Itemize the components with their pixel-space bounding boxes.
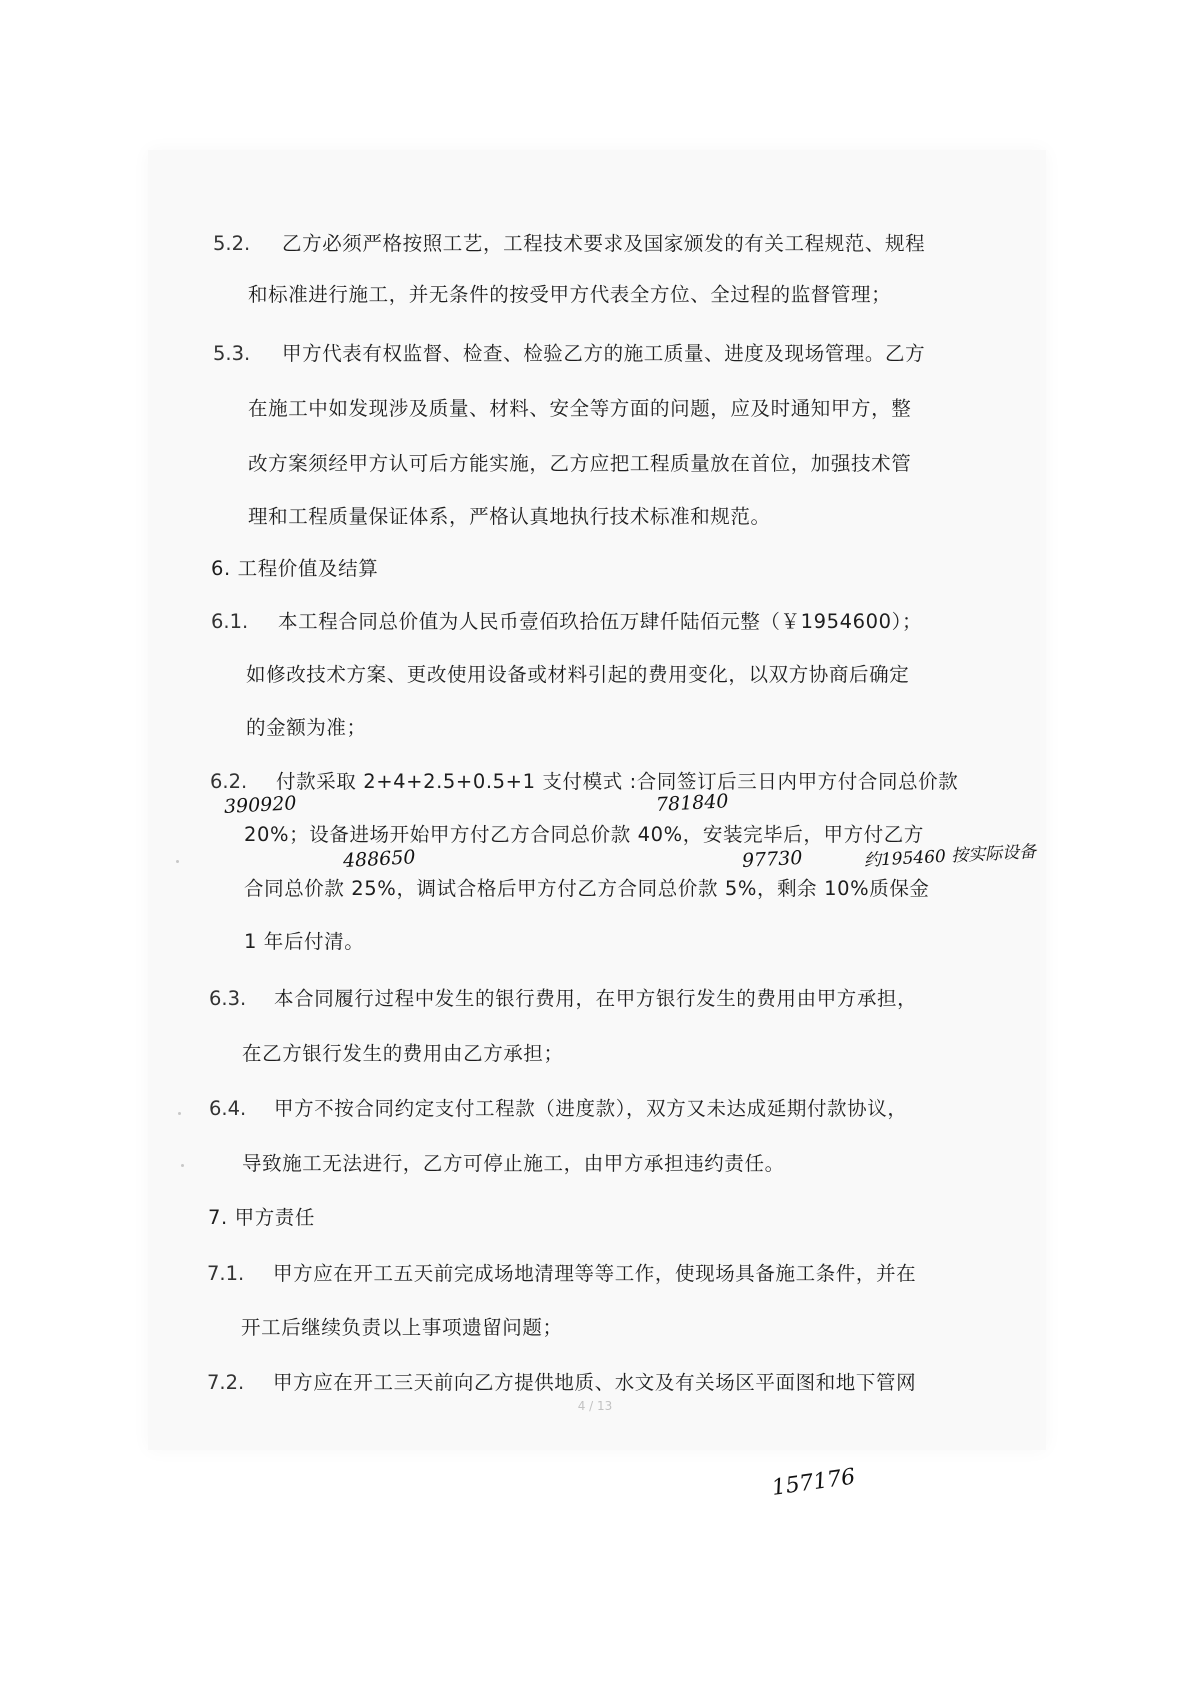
clause-6-2-line-2: 20%；设备进场开始甲方付乙方合同总价款 40%，安装完毕后，甲方付乙方	[244, 823, 924, 846]
clause-6-1-line-2: 如修改技术方案、更改使用设备或材料引起的费用变化，以双方协商后确定	[246, 663, 910, 686]
clause-6-4-line-2: 导致施工无法进行，乙方可停止施工，由甲方承担违约责任。	[242, 1152, 785, 1175]
handwritten-amount-1: 390920	[223, 792, 298, 818]
clause-6-2-line-1: 付款采取 2+4+2.5+0.5+1 支付模式 :合同签订后三日内甲方付合同总价款	[276, 770, 959, 793]
handwritten-amount-2: 781840	[655, 790, 730, 816]
clause-number-7-1: 7.1.	[207, 1262, 245, 1285]
section-7-heading: 7. 甲方责任	[208, 1206, 316, 1229]
clause-6-3-line-2: 在乙方银行发生的费用由乙方承担；	[242, 1042, 564, 1065]
handwritten-total: 157176	[770, 1464, 857, 1501]
clause-7-1-line-1: 甲方应在开工五天前完成场地清理等等工作，使现场具备施工条件，并在	[273, 1262, 917, 1285]
clause-7-2-line-1: 甲方应在开工三天前向乙方提供地质、水文及有关场区平面图和地下管网	[273, 1371, 917, 1394]
clause-5-3-line-3: 改方案须经甲方认可后方能实施，乙方应把工程质量放在首位，加强技术管	[248, 452, 912, 475]
clause-number-6-2: 6.2.	[210, 770, 248, 793]
clause-5-2-line-2: 和标准进行施工，并无条件的按受甲方代表全方位、全过程的监督管理；	[248, 283, 892, 306]
clause-6-1-line-3: 的金额为准；	[246, 716, 367, 739]
clause-number-6-4: 6.4.	[209, 1097, 247, 1120]
clause-number-6-3: 6.3.	[209, 987, 247, 1010]
clause-number-7-2: 7.2.	[207, 1371, 245, 1394]
scan-speck	[178, 1112, 181, 1115]
clause-5-3-line-4: 理和工程质量保证体系，严格认真地执行技术标准和规范。	[248, 505, 771, 528]
clause-number-5-3: 5.3.	[213, 342, 251, 365]
handwritten-amount-5: 约195460 按实际设备	[863, 841, 1037, 871]
clause-6-2-line-4: 1 年后付清。	[244, 930, 365, 953]
handwritten-amount-3: 488650	[342, 846, 417, 872]
clause-7-1-line-2: 开工后继续负责以上事项遗留问题；	[241, 1316, 563, 1339]
page-number: 4 / 13	[577, 1399, 613, 1413]
clause-5-2-line-1: 乙方必须严格按照工艺，工程技术要求及国家颁发的有关工程规范、规程	[282, 232, 926, 255]
section-6-heading: 6. 工程价值及结算	[211, 557, 379, 580]
scan-speck	[176, 860, 179, 863]
clause-6-3-line-1: 本合同履行过程中发生的银行费用，在甲方银行发生的费用由甲方承担，	[274, 987, 918, 1010]
clause-number-6-1: 6.1.	[211, 610, 249, 633]
scan-speck	[181, 1164, 184, 1167]
clause-6-2-line-3: 合同总价款 25%，调试合格后甲方付乙方合同总价款 5%，剩余 10%质保金	[244, 877, 930, 900]
clause-number-5-2: 5.2.	[213, 232, 251, 255]
clause-5-3-line-1: 甲方代表有权监督、检查、检验乙方的施工质量、进度及现场管理。乙方	[282, 342, 926, 365]
handwritten-amount-4: 97730	[741, 846, 803, 872]
clause-5-3-line-2: 在施工中如发现涉及质量、材料、安全等方面的问题，应及时通知甲方，整	[248, 397, 912, 420]
clause-6-4-line-1: 甲方不按合同约定支付工程款（进度款），双方又未达成延期付款协议，	[274, 1097, 908, 1120]
clause-6-1-line-1: 本工程合同总价值为人民币壹佰玖拾伍万肆仟陆佰元整（￥1954600）；	[278, 610, 923, 633]
